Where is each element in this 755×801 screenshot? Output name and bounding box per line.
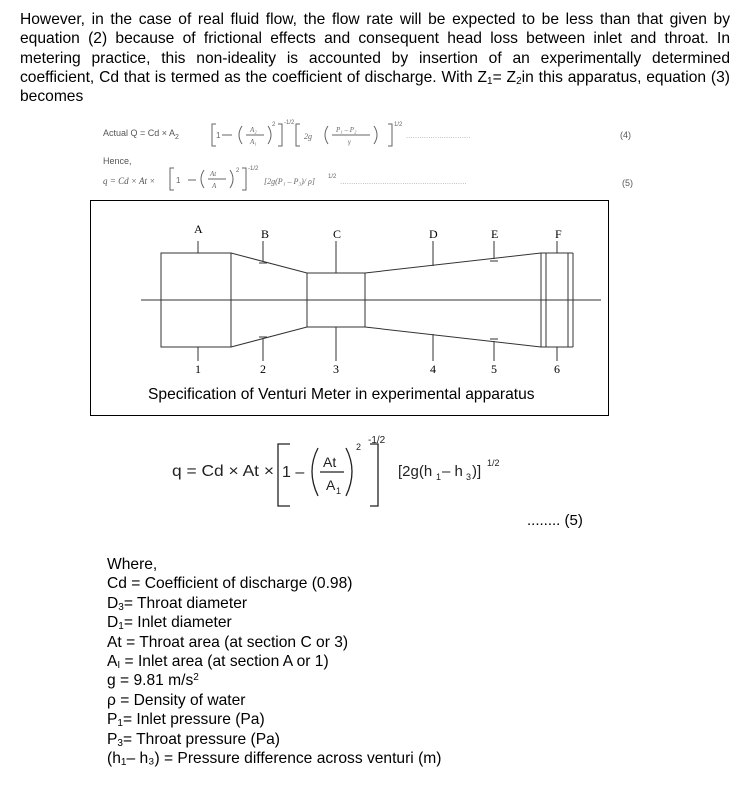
- section-number-4: 4: [430, 362, 436, 376]
- section-label-A: A: [194, 222, 203, 236]
- paragraph-text-2: = Z: [492, 68, 517, 86]
- definition-item: ρ = Density of water: [107, 691, 246, 709]
- eq5-inner-exponent: 2: [356, 442, 362, 452]
- eq5-one-minus: 1 –: [282, 464, 305, 481]
- svg-text:.............................: .............................: [406, 131, 471, 140]
- definition-item: ($h_1-$ h₃) = Pressure difference across venturi (m): [107, 750, 442, 769]
- svg-text:[2g(P₁ – P₃)/ ρ]: [2g(P₁ – P₃)/ ρ]: [264, 177, 315, 186]
- section-number-3: 3: [333, 362, 339, 376]
- venturi-figure: [90, 200, 609, 416]
- section-label-F: F: [555, 227, 562, 241]
- equation-5: [0, 430, 755, 530]
- figure-caption: Specification of Venturi Meter in experimental apparatus: [148, 386, 535, 403]
- svg-text:γ: γ: [348, 138, 351, 146]
- svg-text:-1/2: -1/2: [284, 120, 295, 126]
- eq5-rhs-end: )]: [472, 463, 482, 480]
- svg-text:2: 2: [236, 168, 240, 174]
- equation-5-small-lhs: q = Cd × At ×: [103, 176, 156, 186]
- equation-5-small-number: (5): [622, 178, 633, 188]
- svg-text:A₁: A₁: [250, 138, 257, 146]
- definition-item: At = Throat area (at section C or 3): [107, 633, 349, 651]
- section-label-E: E: [491, 227, 499, 241]
- eq5-outer-exponent: -1/2: [368, 435, 386, 446]
- eq5-rhs: [2g(h: [398, 463, 433, 480]
- equation-4-expression: [210, 118, 520, 150]
- section-number-6: 6: [554, 362, 560, 376]
- definition-item: $D_3=$ Throat diameter: [107, 594, 248, 613]
- equation-4-number: (4): [620, 130, 631, 140]
- equation-5-small-expression: [168, 164, 628, 194]
- equation-5-number: ........ (5): [527, 512, 583, 529]
- section-label-C: C: [333, 227, 342, 241]
- svg-text:A: A: [212, 182, 217, 190]
- svg-text:– h: – h: [442, 463, 463, 480]
- svg-text:3: 3: [466, 472, 472, 482]
- subscript: 1: [487, 75, 493, 87]
- svg-text:A₂: A₂: [250, 126, 257, 134]
- equation-4-lhs: Actual Q = Cd × A: [103, 128, 176, 138]
- definition-item: $P_3=$ Throat pressure (Pa): [107, 730, 280, 749]
- subscript: 2: [516, 75, 522, 87]
- section-label-D: D: [429, 227, 438, 241]
- svg-text:2g: 2g: [304, 132, 312, 141]
- section-number-5: 5: [491, 362, 497, 376]
- section-label-B: B: [261, 227, 270, 241]
- eq5-rhs-exponent: 1/2: [487, 458, 500, 468]
- svg-text:1: 1: [216, 131, 221, 140]
- section-number-1: 1: [195, 362, 201, 376]
- svg-text:1/2: 1/2: [394, 122, 403, 128]
- svg-text:P₁ – P₂: P₁ – P₂: [336, 126, 357, 134]
- eq5-lhs: q = Cd × At ×: [172, 463, 274, 480]
- venturi-diagram: [91, 201, 610, 417]
- svg-text:1/2: 1/2: [328, 174, 337, 180]
- section-number-2: 2: [260, 362, 266, 376]
- svg-text:-1/2: -1/2: [248, 166, 259, 172]
- eq5-denominator: A: [326, 477, 336, 493]
- definition-item: $A_I$ = Inlet area (at section A or 1): [107, 653, 329, 672]
- definition-item: Cd = Coefficient of discharge (0.98): [107, 575, 353, 593]
- paragraph-text-3: in this apparatus, equation (3) becomes: [20, 68, 730, 106]
- svg-text:1: 1: [436, 472, 442, 482]
- svg-text:1: 1: [176, 176, 181, 185]
- svg-text:..............................: .........................................................: [340, 177, 467, 186]
- svg-text:At: At: [210, 170, 217, 178]
- paragraph-text-1: However, in the case of real fluid flow, the flow rate will be expected to be less than that given by equation (2) because of frictional effects and consequent head loss between inlet and throat. In metering practice, this non-ideality is accounted by insertion of an experimentally determined coefficient, Cd that is termed as the coefficient of discharge. With Z: [20, 11, 730, 86]
- definition-item: g = 9.81 $m/s^2$: [107, 672, 199, 690]
- subscript: 2: [175, 133, 179, 141]
- eq5-numerator: At: [323, 454, 337, 470]
- equation-4: [103, 128, 179, 141]
- definition-item: $P_1=$ Inlet pressure (Pa): [107, 711, 265, 730]
- hence-label: Hence,: [103, 156, 132, 166]
- where-heading: Where,: [107, 556, 158, 573]
- eq5-den-subscript: 1: [336, 486, 342, 496]
- intro-paragraph: [20, 10, 730, 106]
- variable-definitions: [107, 555, 441, 768]
- svg-text:2: 2: [272, 122, 276, 128]
- definition-item: $D_1=$ Inlet diameter: [107, 614, 232, 633]
